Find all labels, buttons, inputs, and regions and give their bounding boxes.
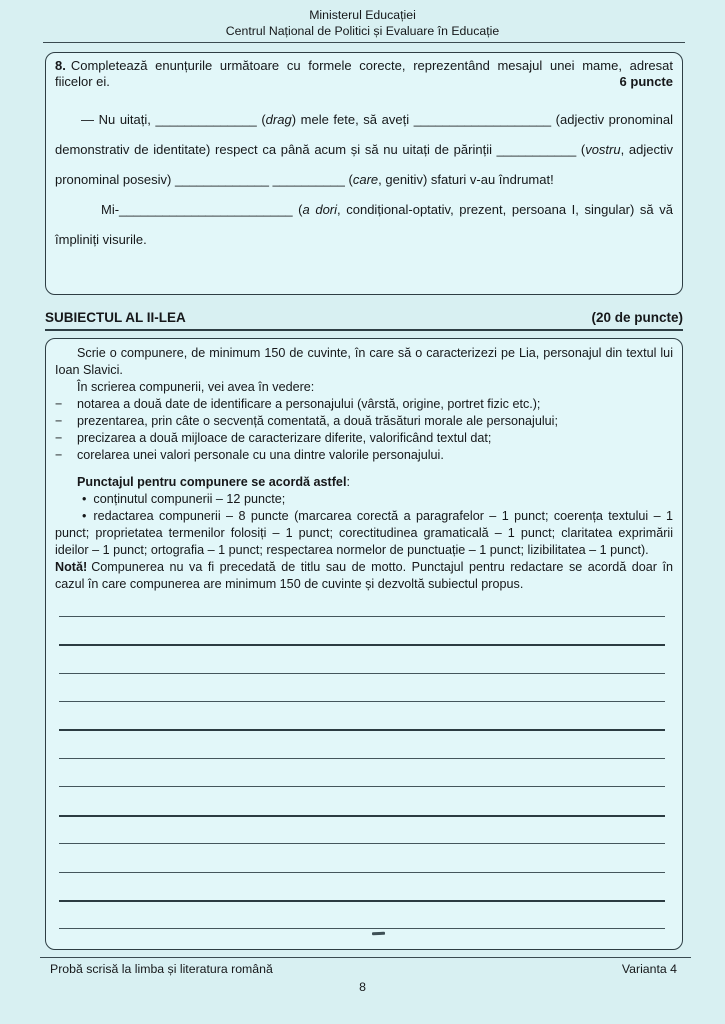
criteria-item <box>55 413 673 430</box>
blank-field: ___________ <box>496 142 577 157</box>
scan-artifact <box>372 932 385 935</box>
subject2-points: (20 de puncte) <box>591 310 683 325</box>
scoring-heading <box>55 474 673 491</box>
footer-rule <box>40 957 691 958</box>
criteria-text: precizarea a două mijloace de caracterizare diferite, valorificând textul dat; <box>77 431 492 445</box>
italic-hint-word: care <box>352 172 379 187</box>
text-segment: (adjectiv pronominal demonstrativ de identitate) respect ca până acum și să nu uitați de părinții <box>55 112 673 157</box>
subject2-title: SUBIECTUL AL II-LEA <box>45 310 186 325</box>
text-segment: , condițional-optativ, prezent, persoana I, singular) să vă împliniți visurile. <box>55 202 673 247</box>
writing-line <box>59 758 665 759</box>
scoring-heading-colon: : <box>346 475 350 489</box>
scoring-text: redactarea compunerii – 8 puncte (marcarea corectă a paragrafelor – 1 punct; coerența textului – 1 punct; proprietatea termenilor folosiți – 1 punct; corectitudinea gramaticală – 1 punct; claritatea exprimării ideilor – 1 punct; ortografia – 1 punct; respectarea normelor de punctuație – 1 punct; lizibilitatea – 1 punct). <box>55 509 673 557</box>
scoring-text: conținutul compunerii – 12 puncte; <box>93 492 286 506</box>
blank-field: _____________ <box>174 172 269 187</box>
subject2-instructions-lead: În scrierea compunerii, vei avea în vedere: <box>77 380 315 394</box>
bullet-marker: • <box>82 509 87 523</box>
ministry-name: Ministerul Educației <box>309 8 416 22</box>
text-segment: ( <box>344 172 353 187</box>
subject2-heading <box>45 310 683 331</box>
criteria-text: prezentarea, prin câte o secvență comentată, a două trăsături morale ale personajului; <box>77 414 558 428</box>
question-8-box <box>45 52 683 295</box>
blank-field: __________ <box>272 172 345 187</box>
note-text: Compunerea nu va fi precedată de titlu sau de motto. Punctajul pentru redactare se acordă doar în cazul în care compunerea are minimum 150 de cuvinte și dezvoltă subiectul propus. <box>55 560 673 591</box>
footer-exam-name: Probă scrisă la limba și literatura română <box>50 962 273 976</box>
dash-marker: − <box>55 448 63 462</box>
text-segment: , adjectiv pronominal posesiv) <box>55 142 673 187</box>
header-rule <box>43 42 685 43</box>
criteria-text: corelarea unei valori personale cu una dintre valorile personajului. <box>77 448 444 462</box>
subject2-criteria-list <box>55 396 673 464</box>
question-8-text: Completează enunțurile următoare cu formele corecte, reprezentând mesajul unei mame, adresat fiicelor ei. <box>55 58 673 89</box>
criteria-item <box>55 396 673 413</box>
writing-line <box>59 786 665 787</box>
writing-line <box>59 900 665 902</box>
writing-lines <box>59 616 665 936</box>
blank-field: ______________ <box>155 112 257 127</box>
text-segment: ) mele fete, să aveți <box>291 112 414 127</box>
writing-line <box>59 843 665 844</box>
dash-marker: − <box>55 414 63 428</box>
scoring-heading-bold: Punctajul pentru compunere se acordă astfel <box>77 475 347 489</box>
criteria-text: notarea a două date de identificare a personajului (vârstă, origine, portret fizic etc.); <box>77 397 541 411</box>
question-8-points: 6 puncte <box>619 73 673 89</box>
question-8-statement <box>55 58 673 89</box>
blank-field: ________________________ <box>119 202 293 217</box>
criteria-item <box>55 430 673 447</box>
writing-line <box>59 701 665 702</box>
dash-marker: − <box>55 397 63 411</box>
writing-line <box>59 673 665 674</box>
page-header <box>0 7 725 39</box>
bullet-marker: • <box>82 492 87 506</box>
writing-line <box>59 644 665 646</box>
note-paragraph <box>55 559 673 593</box>
blank-field: ___________________ <box>413 112 552 127</box>
center-name: Centrul Național de Politici și Evaluare în Educație <box>225 24 500 38</box>
page-number: 8 <box>359 980 366 994</box>
question-8-number: 8. <box>55 58 66 73</box>
page-footer <box>50 962 677 976</box>
scoring-item <box>55 491 673 508</box>
text-segment: ( <box>576 142 586 157</box>
scoring-item <box>55 508 673 559</box>
text-segment: Mi- <box>101 202 120 217</box>
note-label: Notă! <box>55 560 88 574</box>
question-8-paragraph-2 <box>55 195 673 255</box>
writing-line <box>59 815 665 817</box>
text-segment: — Nu uitați, <box>81 112 156 127</box>
italic-hint-word: a dori <box>302 202 338 217</box>
criteria-item <box>55 447 673 464</box>
dash-marker: − <box>55 431 63 445</box>
footer-variant: Varianta 4 <box>621 962 677 976</box>
writing-line <box>59 616 665 617</box>
writing-line <box>59 928 665 929</box>
writing-line <box>59 729 665 731</box>
text-segment: , genitiv) sfaturi v-au îndrumat! <box>378 172 554 187</box>
text-segment: ( <box>292 202 303 217</box>
text-segment: ( <box>256 112 266 127</box>
writing-line <box>59 872 665 873</box>
subject2-box <box>45 338 683 950</box>
subject2-intro: Scrie o compunere, de minimum 150 de cuvinte, în care să o caracterizezi pe Lia, personajul din textul lui Ioan Slavici. <box>55 346 673 377</box>
question-8-paragraph-1 <box>55 105 673 195</box>
italic-hint-word: vostru <box>585 142 621 157</box>
italic-hint-word: drag <box>265 112 292 127</box>
